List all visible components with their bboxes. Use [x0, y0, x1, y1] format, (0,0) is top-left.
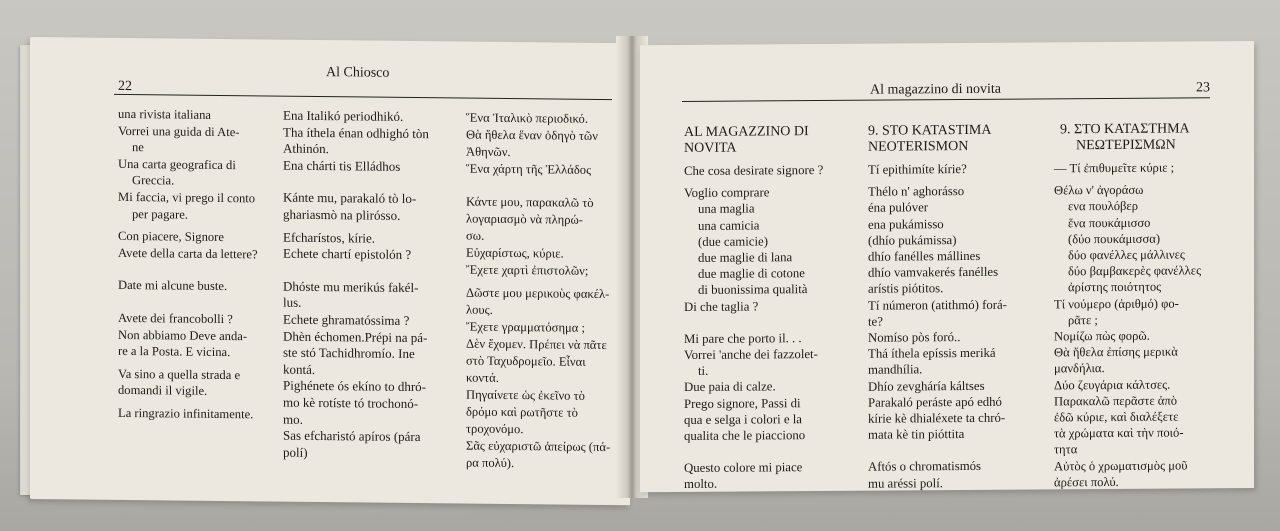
text-line: dhío fanélles mállines: [868, 248, 981, 264]
text-line: Dhóste mu merikús fakél-: [283, 278, 419, 295]
text-line: ἐδῶ κύριε, καὶ διαλέξετε: [1054, 409, 1179, 425]
text-line: Avete della carta da lettere?: [118, 245, 258, 262]
text-line: La ringrazio infinitamente.: [118, 405, 254, 422]
text-line: ρα πολύ).: [466, 455, 515, 471]
text-line: Con piacere, Signore: [118, 229, 224, 245]
text-line: Va sino a quella strada e: [118, 366, 241, 382]
text-line: Ἕνα Ἰταλικὸ περιοδικό.: [466, 110, 588, 126]
text-line: Κάντε μου, παρακαλῶ τὸ: [466, 194, 594, 210]
text-line: Efcharístos, kírie.: [283, 229, 376, 246]
greek-column-left: [466, 110, 626, 474]
text-line: Ἔχετε χαρτὶ ἐπιστολῶν;: [466, 262, 589, 278]
text-line: Ena Italikó periodhikó.: [283, 107, 404, 124]
text-line: Thélo n' aghorásso: [868, 184, 965, 199]
text-line: ste stó Tachidhromío. Ine: [283, 344, 415, 362]
text-line: Echete chartí epistolón ?: [283, 245, 412, 263]
header-rule-left: [114, 94, 612, 100]
text-line: lus.: [283, 294, 302, 311]
text-line: due maglie di cotone: [698, 266, 805, 282]
text-line: ena pukámisso: [868, 216, 944, 232]
text-line: δύο φανέλλες μάλλινες: [1068, 247, 1185, 263]
text-line: λους.: [466, 302, 493, 317]
text-line: mata kè tin pióttita: [868, 427, 965, 442]
text-line: Una carta geografica di: [118, 156, 236, 172]
text-line: ἕνα πουκάμισσο: [1068, 215, 1151, 230]
text-line: Εὐχαρίστως, κύριε.: [466, 245, 564, 261]
text-line: κοντά.: [466, 370, 499, 385]
section-heading: 9. STO KATASTIMA: [868, 122, 992, 139]
text-line: Voglio comprare: [684, 185, 770, 201]
text-line: re a la Posta. E vicina.: [118, 344, 231, 360]
text-line: Δὲν ἔχομεν. Πρέπει νὰ πᾶτε: [466, 336, 607, 353]
text-line: te?: [868, 314, 883, 329]
text-line: mandhília.: [868, 362, 923, 378]
text-line: mu aréssi polí.: [868, 475, 943, 491]
text-line: λογαριασμὸ νὰ πληρώ-: [466, 211, 583, 227]
text-line: kontá.: [283, 361, 316, 377]
text-line: Ἕνα χάρτη τῆς Ἑλλάδος: [466, 161, 592, 177]
text-line: per pagare.: [132, 206, 188, 222]
text-line: Parakaló peráste apó edhó: [868, 394, 1002, 410]
text-line: molto.: [684, 477, 718, 492]
text-line: Tha íthela énan odhighó tòn: [283, 124, 429, 141]
text-line: Due paia di calze.: [684, 379, 776, 395]
left-page: [30, 37, 630, 505]
italian-column-left: [118, 106, 268, 423]
text-line: δύο βαμβακερὲς φανέλλες: [1068, 263, 1202, 279]
text-line: Θέλω ν' ἀγοράσω: [1054, 182, 1144, 198]
text-line: Θὰ ἤθελα ἕναν ὁδηγὸ τῶν: [466, 127, 598, 143]
text-line: Echete ghramatóssima ?: [283, 311, 410, 328]
text-line: Δύο ζευγάρια κάλτσες.: [1054, 377, 1171, 393]
text-line: τητα: [1054, 442, 1078, 457]
text-line: Ἔχετε γραμματόσημα ;: [466, 319, 586, 335]
text-line: ρᾶτε ;: [1068, 312, 1098, 328]
running-head-right: Al magazzino di novita: [870, 81, 1002, 98]
page-number-right: 23: [1196, 80, 1210, 96]
text-line: Παρακαλῶ περᾶστε ἀπὸ: [1054, 393, 1178, 409]
greek-column-right: [1054, 121, 1244, 490]
section-heading: AL MAGAZZINO DI: [684, 124, 809, 140]
text-line: Σᾶς εὐχαριστῶ ἀπείρως (πά-: [466, 438, 611, 455]
text-line: éna pulóver: [868, 200, 929, 216]
text-line: Non abbiamo Deve anda-: [118, 327, 248, 343]
text-line: ghariasmò na plirósso.: [283, 206, 401, 223]
right-page: [640, 41, 1254, 492]
text-line: ti.: [698, 364, 709, 379]
text-line: di buonissima qualità: [698, 282, 808, 298]
text-line: τροχονόμο.: [466, 421, 524, 437]
text-line: — Τί ἐπιθυμεῖτε κύριε ;: [1054, 160, 1175, 176]
text-line: ἀρίστης ποιότητος: [1068, 280, 1162, 295]
text-line: Aftós o chromatismós: [868, 459, 982, 475]
text-line: Πηγαίνετε ὡς ἐκεῖνο τὸ: [466, 387, 585, 403]
text-line: μανδήλια.: [1054, 361, 1105, 376]
transliteration-column-right: [868, 122, 1053, 491]
text-line: Ἀθηνῶν.: [466, 144, 511, 160]
text-line: Nomíso pòs foró..: [868, 330, 961, 345]
text-line: Dhío zevgháría káltses: [868, 378, 985, 394]
text-line: Prego signore, Passi di: [684, 395, 801, 411]
text-line: Avete dei francobolli ?: [118, 310, 233, 327]
text-line: Dhèn échomen.Prépi na pá-: [283, 328, 428, 345]
text-line: Tí epithimíte kírie?: [868, 162, 967, 177]
text-line: Ena chárti tis Elládhos: [283, 157, 401, 174]
section-heading: NEOTERISMON: [868, 138, 969, 155]
text-line: Τί νούμερο (ἀριθμό) φο-: [1054, 296, 1179, 312]
text-line: domandi il vigile.: [118, 383, 208, 399]
text-line: ne: [132, 140, 144, 155]
text-line: qualita che le piacciono: [684, 428, 806, 444]
text-line: kírie kè dhialéxete ta chró-: [868, 410, 1006, 426]
text-line: ενα πουλόβερ: [1068, 199, 1139, 214]
text-line: Δῶστε μου μερικοὺς φακέλ-: [466, 285, 610, 302]
text-line: Αὐτὸς ὁ χρωματισμὸς μοῦ: [1054, 458, 1188, 474]
text-line: ἀρέσει πολύ.: [1054, 474, 1119, 490]
text-line: Θὰ ἤθελα ἐπίσης μερικὰ: [1054, 344, 1178, 360]
text-line: Νομίζω πὼς φορῶ.: [1054, 328, 1150, 344]
text-line: dhío vamvakerés fanélles: [868, 265, 999, 280]
text-line: due maglie di lana: [698, 250, 793, 265]
text-line: (due camicie): [698, 234, 768, 249]
section-heading: ΝΕΩΤΕΡΙΣΜΩΝ: [1076, 137, 1176, 154]
text-line: Mi pare che porto il. . .: [684, 330, 802, 346]
text-line: Che cosa desirate signore ?: [684, 163, 824, 178]
text-line: Vorrei 'anche dei fazzolet-: [684, 347, 818, 363]
text-line: σω.: [466, 228, 485, 243]
transliteration-column-left: [283, 108, 461, 463]
text-line: mo kè rotíste tó trochonó-: [283, 394, 419, 411]
text-line: Pighénete ós ekíno to dhró-: [283, 377, 426, 395]
text-line: mo.: [283, 411, 303, 427]
text-line: Vorrei una guida di Ate-: [118, 123, 240, 139]
text-line: Athinón.: [283, 140, 329, 157]
italian-column-right: [684, 124, 869, 493]
text-line: Sas efcharistó apíros (pára: [283, 427, 421, 445]
text-line: polí): [283, 444, 308, 460]
text-line: Thá íthela epíssis meriká: [868, 346, 996, 361]
text-line: Date mi alcune buste.: [118, 278, 228, 294]
section-heading: NOVITA: [684, 140, 737, 156]
text-line: (δύο πουκάμισσα): [1068, 231, 1161, 247]
section-heading: 9. ΣΤΟ ΚΑΤΑΣΤΗΜΑ: [1060, 121, 1190, 138]
page-number-left: 22: [118, 78, 132, 95]
text-line: una rivista italiana: [118, 106, 212, 122]
text-line: Mi faccia, vi prego il conto: [118, 189, 256, 206]
text-line: τὰ χρώματα καὶ τὴν ποιό-: [1054, 425, 1184, 441]
text-line: δρόμο καὶ ρωτῆστε τὸ: [466, 404, 578, 420]
text-line: qua e selga i colori e la: [684, 411, 802, 427]
running-head-left: Al Chiosco: [326, 65, 390, 81]
text-line: Di che taglia ?: [684, 299, 759, 314]
text-line: (dhío pukámissa): [868, 232, 957, 248]
text-line: arístis piótitos.: [868, 281, 944, 297]
text-line: Kánte mu, parakaló tò lo-: [283, 190, 417, 207]
text-line: Greccia.: [132, 173, 175, 188]
text-line: Tí númeron (atithmó) forá-: [868, 297, 1007, 313]
text-line: una camicia: [698, 218, 760, 233]
text-line: una maglia: [698, 201, 755, 217]
text-line: στὸ Ταχυδρομεῖο. Εἶναι: [466, 353, 586, 369]
text-line: Questo colore mi piace: [684, 460, 803, 476]
